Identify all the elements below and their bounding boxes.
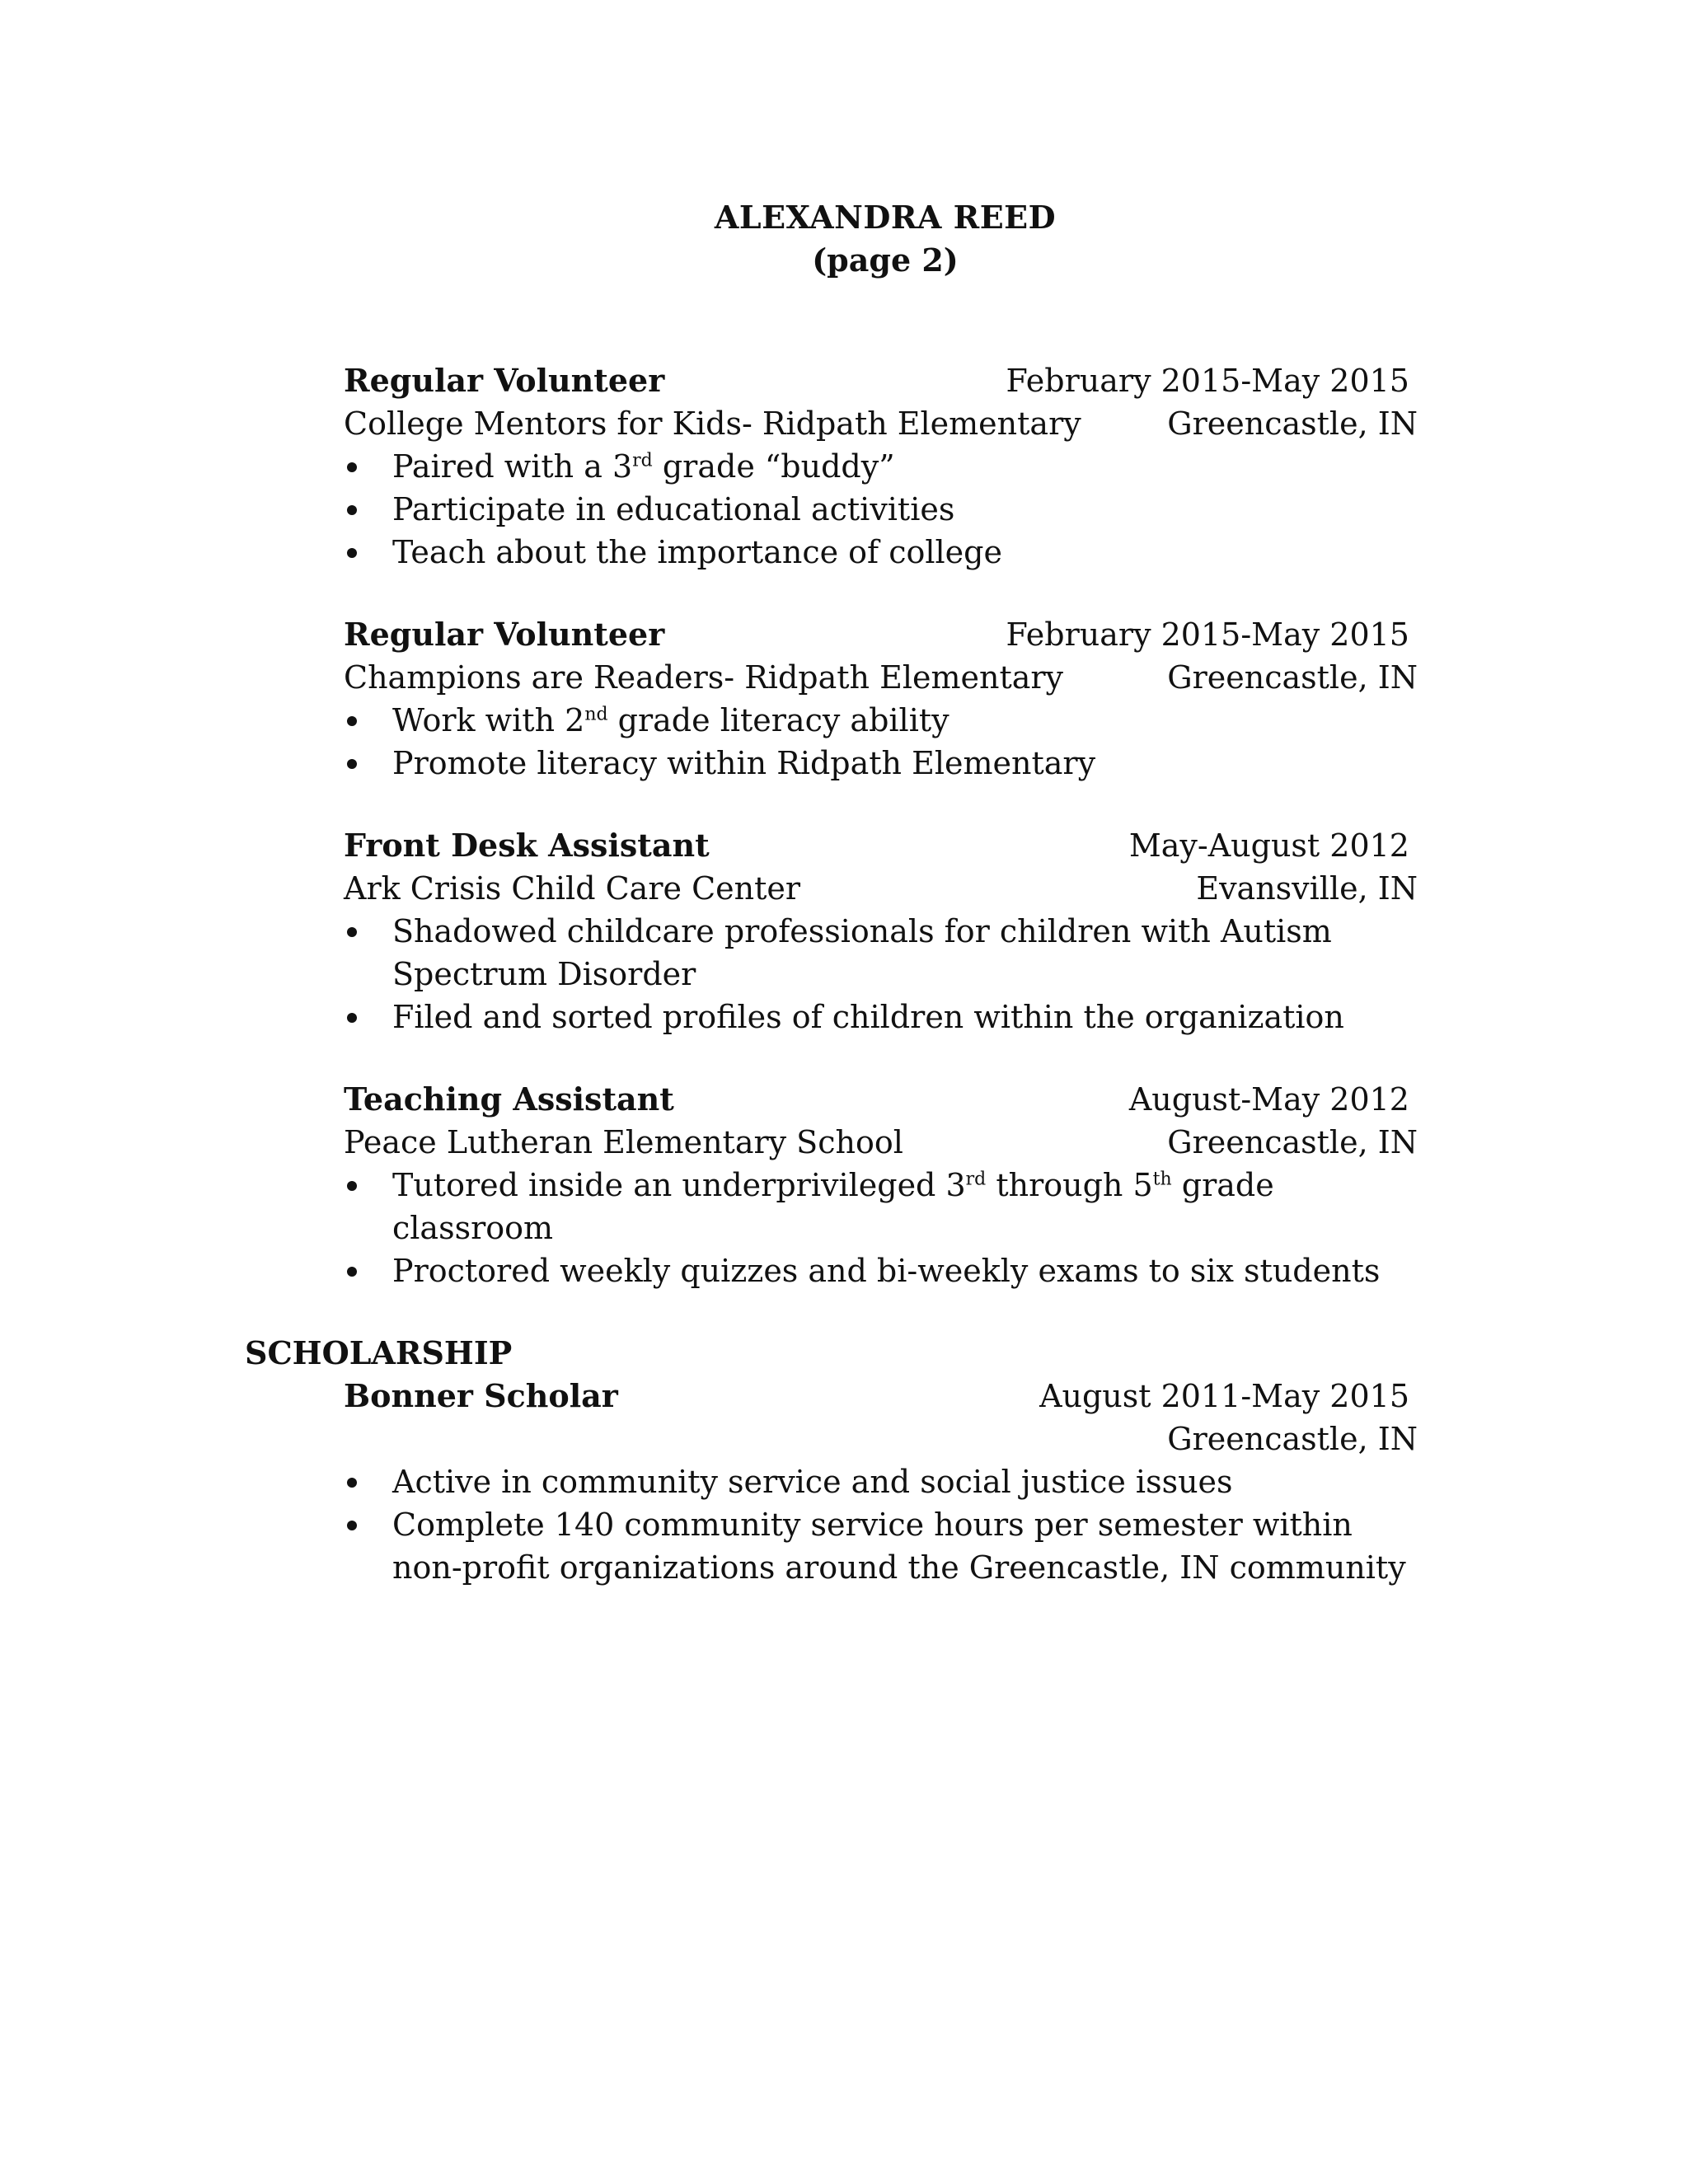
scholarship-entry — [344, 1375, 1418, 1589]
position-title: Front Desk Assistant — [344, 827, 710, 864]
position-location: Greencastle, IN — [1167, 1124, 1418, 1160]
scholarship-location: Greencastle, IN — [1167, 1421, 1418, 1457]
experience-entry — [344, 824, 1418, 1038]
responsibility-list — [344, 699, 1418, 785]
responsibility-item: Proctored weekly quizzes and bi-weekly exams to six students — [344, 1249, 1418, 1292]
responsibility-item: Shadowed childcare professionals for children with Autism Spectrum Disorder — [344, 910, 1418, 996]
scholarship-list — [344, 1460, 1418, 1589]
position-dates: May-August 2012 — [1128, 827, 1409, 864]
responsibility-item: Tutored inside an underprivileged 3rd through 5th grade classroom — [344, 1164, 1418, 1249]
position-location: Greencastle, IN — [1167, 659, 1418, 696]
responsibility-item: Paired with a 3rd grade “buddy” — [344, 445, 1418, 488]
responsibility-item: Filed and sorted profiles of children within the organization — [344, 996, 1418, 1038]
position-location: Evansville, IN — [1196, 870, 1418, 907]
organization-name: Ark Crisis Child Care Center — [344, 870, 801, 907]
responsibility-item: Teach about the importance of college — [344, 531, 1418, 574]
scholarship-item: Complete 140 community service hours per semester within non-profit organizations around the Greencastle, IN community — [344, 1503, 1418, 1589]
position-title: Teaching Assistant — [344, 1080, 674, 1118]
position-dates: August-May 2012 — [1128, 1081, 1409, 1118]
position-title: Regular Volunteer — [344, 362, 665, 399]
responsibility-item: Participate in educational activities — [344, 488, 1418, 531]
responsibility-item: Promote literacy within Ridpath Elementary — [344, 742, 1418, 785]
position-title: Regular Volunteer — [344, 616, 665, 653]
scholarship-item: Active in community service and social justice issues — [344, 1460, 1418, 1503]
position-location: Greencastle, IN — [1167, 405, 1418, 442]
organization-name: Peace Lutheran Elementary School — [344, 1124, 903, 1160]
scholarship-dates: August 2011-May 2015 — [1039, 1378, 1409, 1414]
experience-entry — [344, 1078, 1418, 1292]
responsibility-list — [344, 910, 1418, 1038]
resume-header — [0, 196, 1688, 282]
organization-name: Champions are Readers- Ridpath Elementary — [344, 659, 1064, 696]
experience-content — [245, 359, 1418, 1629]
section-heading-scholarship: SCHOLARSHIP — [245, 1334, 513, 1371]
candidate-name: ALEXANDRA REED — [714, 199, 1057, 236]
page-label: (page 2) — [812, 241, 959, 279]
responsibility-item: Work with 2nd grade literacy ability — [344, 699, 1418, 742]
position-dates: February 2015-May 2015 — [1006, 363, 1409, 399]
scholarship-title: Bonner Scholar — [344, 1377, 618, 1414]
experience-entry — [344, 613, 1418, 785]
organization-name: College Mentors for Kids- Ridpath Elementary — [344, 405, 1081, 442]
responsibility-list — [344, 1164, 1418, 1292]
position-dates: February 2015-May 2015 — [1006, 616, 1409, 653]
experience-entry — [344, 359, 1418, 574]
responsibility-list — [344, 445, 1418, 574]
